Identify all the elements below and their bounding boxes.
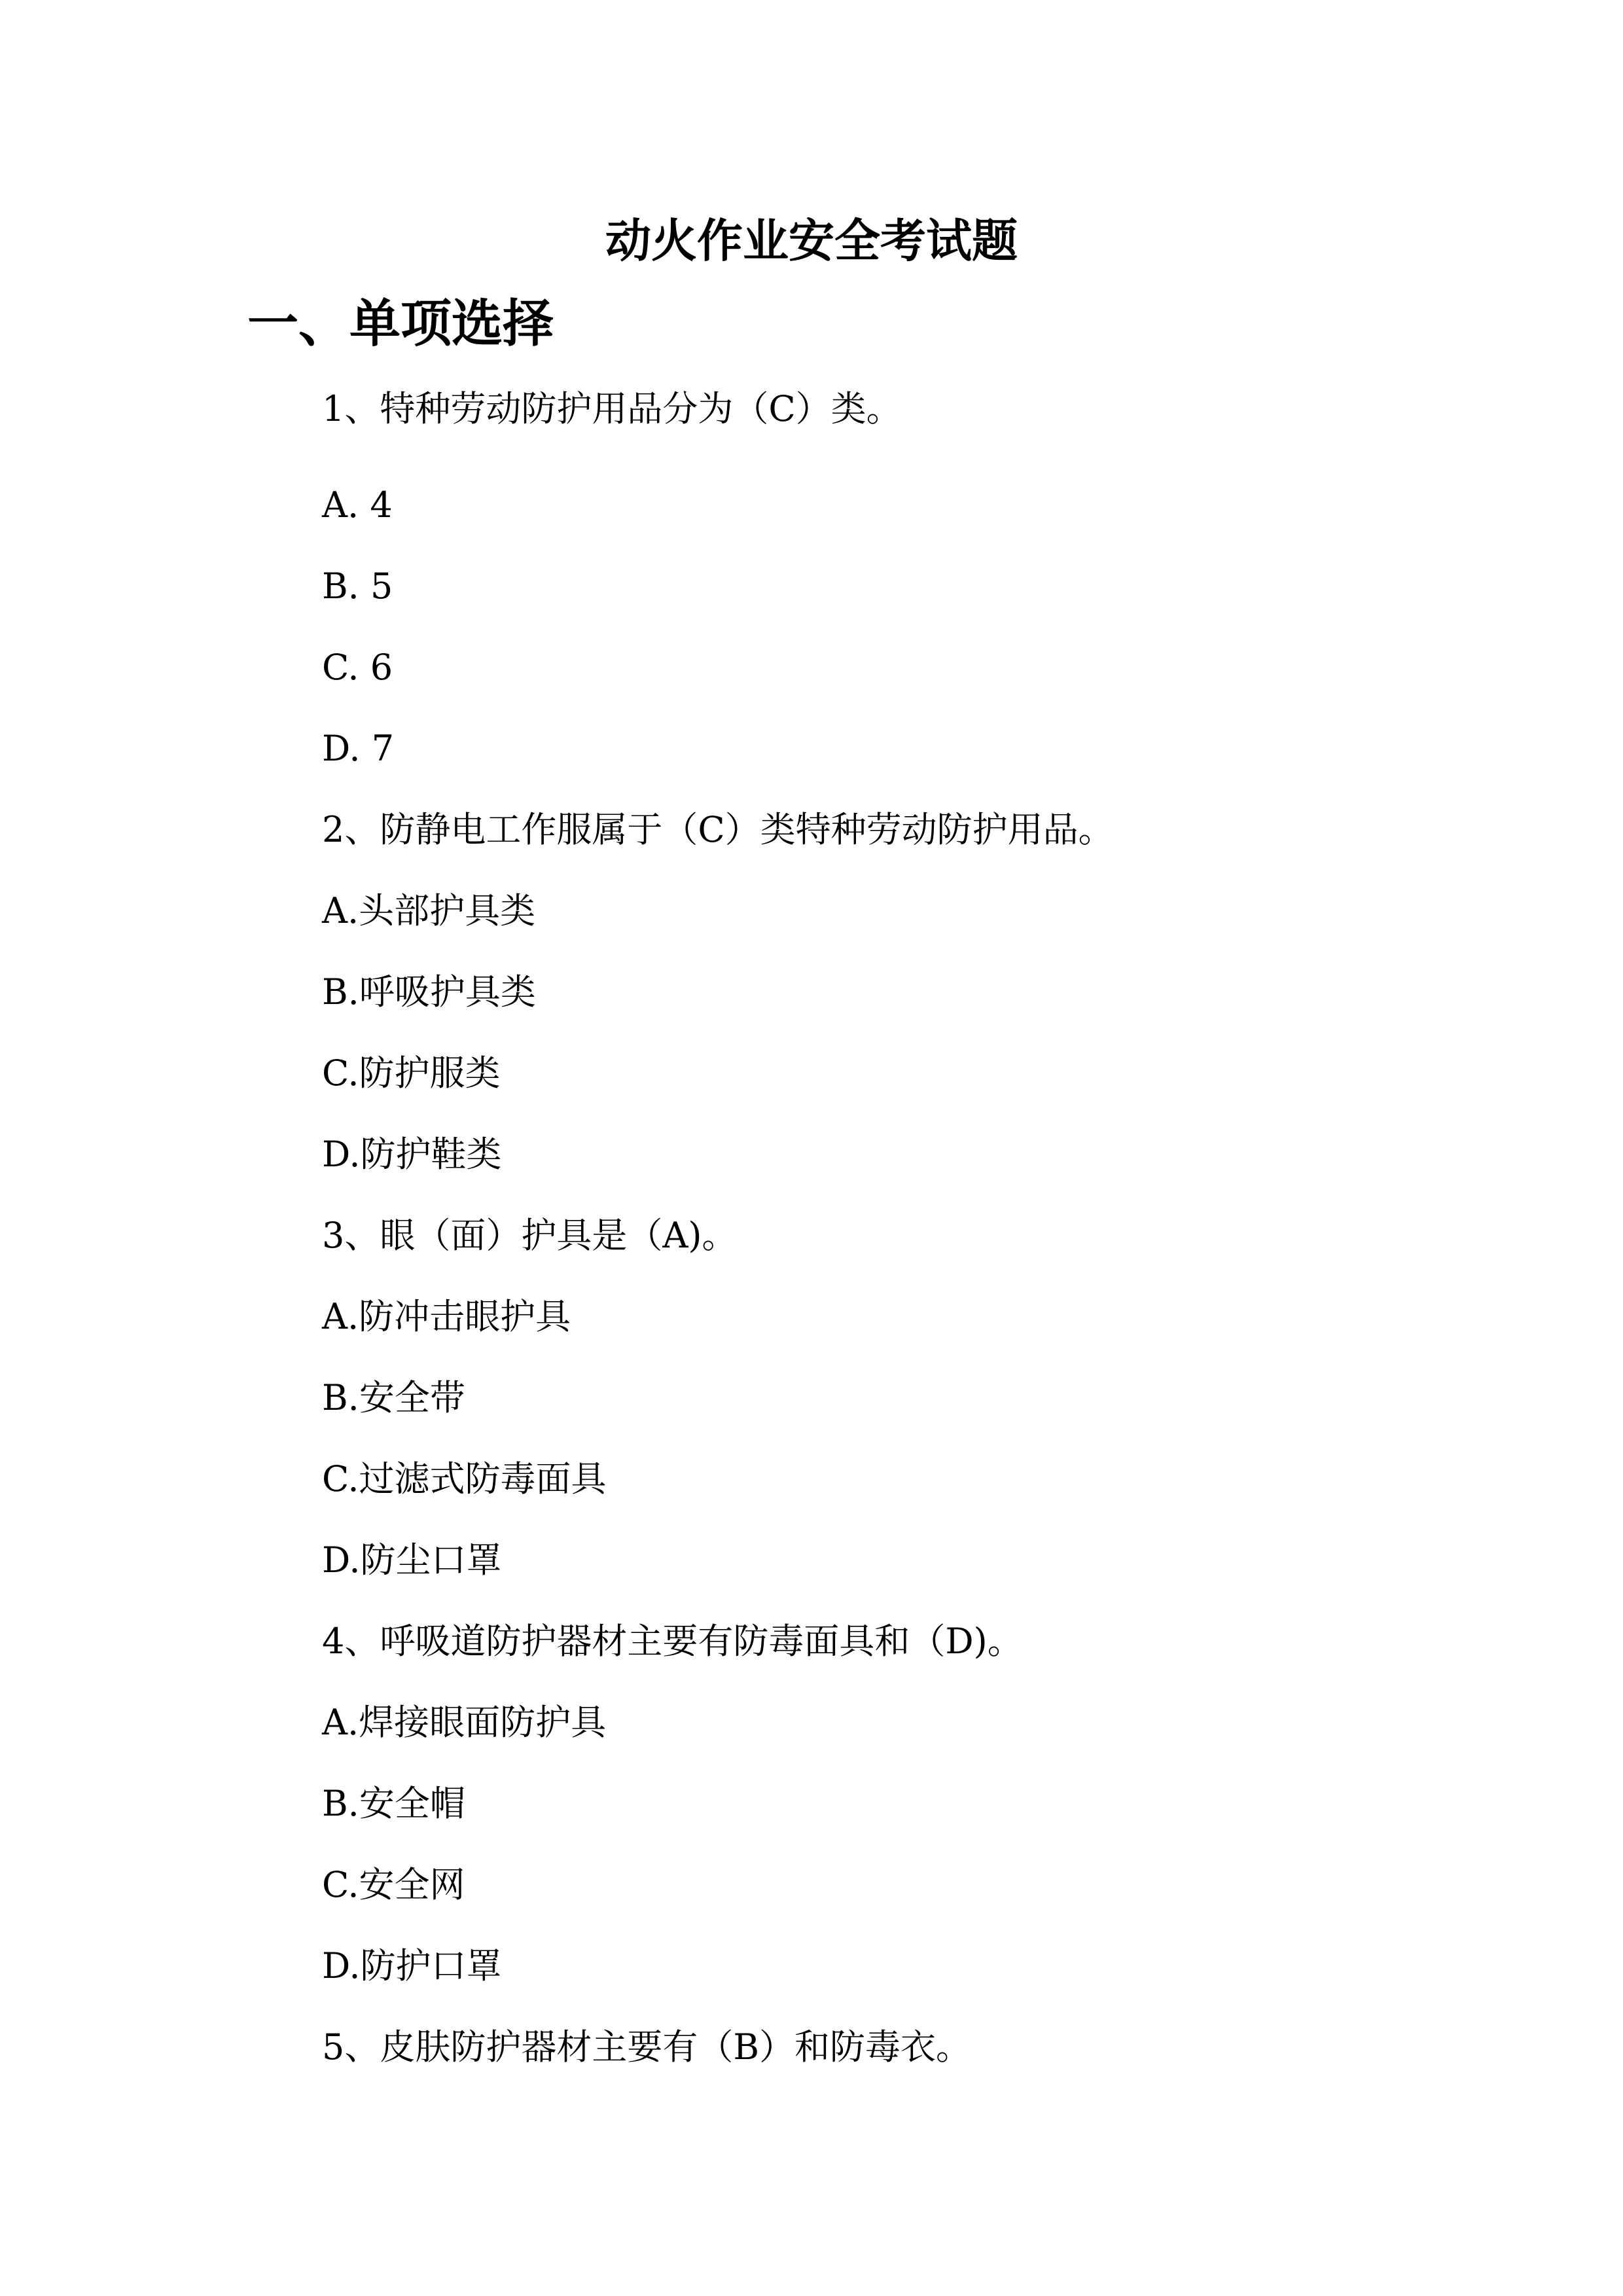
- question-4-option-a: A.焊接眼面防护具: [322, 1702, 607, 1743]
- question-2-option-a: A.头部护具类: [322, 890, 536, 931]
- question-5-stem: 5、皮肤防护器材主要有（B）和防毒衣。: [322, 2026, 972, 2068]
- question-2-stem: 2、防静电工作服属于（C）类特种劳动防护用品。: [322, 809, 1114, 850]
- question-1-option-d: D. 7: [322, 728, 395, 769]
- question-4-option-c: C.安全网: [322, 1864, 465, 1905]
- question-1-option-a: A. 4: [322, 484, 393, 526]
- section-heading: 一、单项选择: [247, 295, 554, 353]
- question-3-option-a: A.防冲击眼护具: [322, 1296, 571, 1337]
- question-1-option-c: C. 6: [322, 647, 393, 688]
- question-1-option-b: B. 5: [322, 565, 393, 607]
- question-2-option-d: D.防护鞋类: [322, 1134, 502, 1175]
- question-3-option-b: B.安全带: [322, 1377, 465, 1418]
- question-4-stem: 4、呼吸道防护器材主要有防毒面具和（D)。: [322, 1621, 1023, 1662]
- question-3-option-c: C.过滤式防毒面具: [322, 1458, 607, 1499]
- question-4-option-d: D.防护口罩: [322, 1945, 502, 1986]
- question-4-option-b: B.安全帽: [322, 1783, 465, 1824]
- question-2-option-c: C.防护服类: [322, 1052, 501, 1094]
- question-3-stem: 3、眼（面）护具是（A)。: [322, 1215, 738, 1256]
- question-2-option-b: B.呼吸护具类: [322, 971, 536, 1013]
- question-1-stem: 1、特种劳动防护用品分为（C）类。: [322, 388, 902, 429]
- document-title: 动火作业安全考试题: [605, 214, 1018, 268]
- question-3-option-d: D.防尘口罩: [322, 1539, 502, 1581]
